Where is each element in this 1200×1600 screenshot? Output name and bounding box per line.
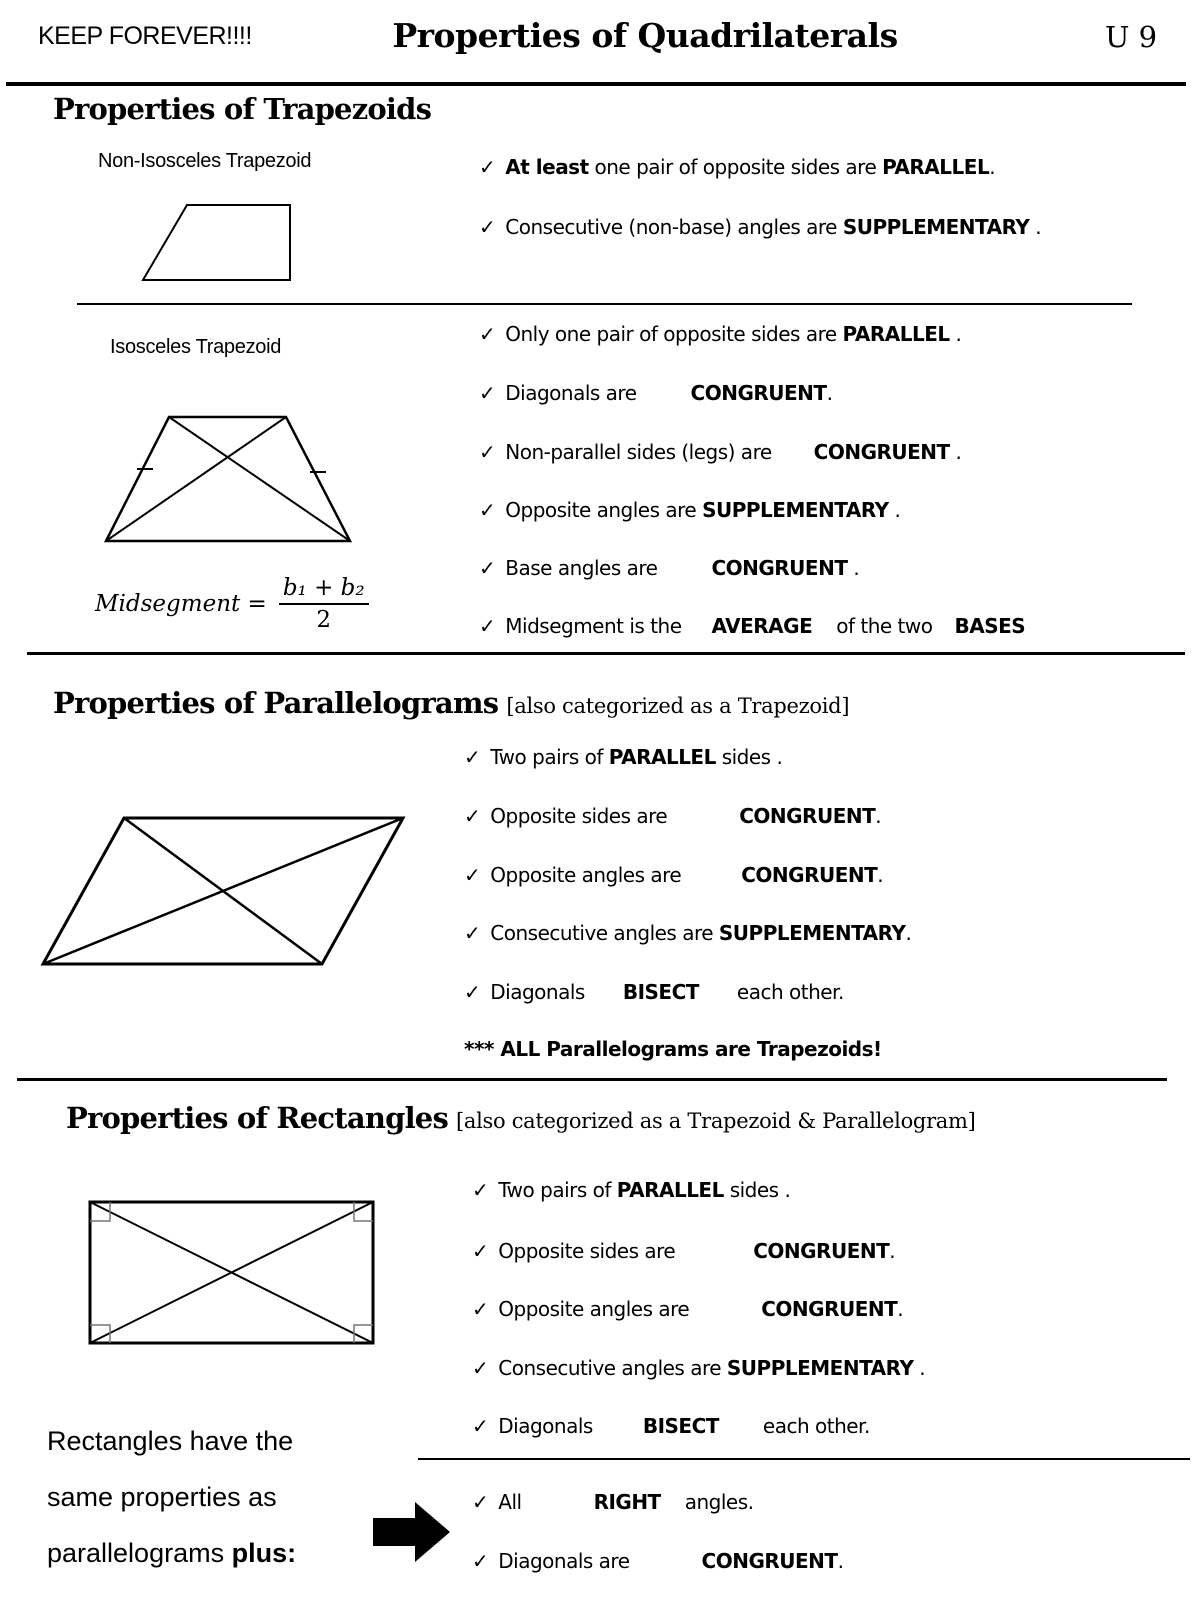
parallelogram-note: *** ALL Parallelograms are Trapezoids!: [464, 1037, 882, 1061]
check-icon: ✓: [472, 1549, 489, 1573]
check-icon: ✓: [464, 863, 481, 887]
isosceles-item-1: ✓ Only one pair of opposite sides are PARALLEL .: [479, 322, 962, 346]
isosceles-item-2: ✓ Diagonals are CONGRUENT.: [479, 381, 833, 405]
check-icon: ✓: [472, 1356, 489, 1380]
check-icon: ✓: [472, 1490, 489, 1514]
isosceles-item-6: ✓ Midsegment is the AVERAGE of the two BASES: [479, 614, 1026, 638]
parallelogram-item-4: ✓ Consecutive angles are SUPPLEMENTARY.: [464, 921, 912, 945]
rectangle-item-4: ✓ Consecutive angles are SUPPLEMENTARY .: [472, 1356, 926, 1380]
check-icon: ✓: [464, 745, 481, 769]
non-isosceles-item-2: ✓ Consecutive (non-base) angles are SUPPLEMENTARY .: [479, 215, 1042, 239]
check-icon: ✓: [479, 155, 496, 179]
check-icon: ✓: [479, 440, 496, 464]
section-title-parallelograms: Properties of Parallelograms [also categorized as a Trapezoid]: [53, 686, 850, 720]
check-icon: ✓: [479, 556, 496, 580]
check-icon: ✓: [479, 498, 496, 522]
rectangle-extra-item-1: ✓ All RIGHT angles.: [472, 1490, 754, 1514]
check-icon: ✓: [464, 804, 481, 828]
rectangle-item-1: ✓ Two pairs of PARALLEL sides .: [472, 1178, 791, 1202]
header-note: KEEP FOREVER!!!!: [38, 22, 252, 50]
non-isosceles-item-1: ✓ At least one pair of opposite sides are PARALLEL.: [479, 155, 996, 179]
parallelogram-item-1: ✓ Two pairs of PARALLEL sides .: [464, 745, 783, 769]
check-icon: ✓: [479, 215, 496, 239]
check-icon: ✓: [472, 1297, 489, 1321]
rectangles-subtitle: [also categorized as a Trapezoid & Parallelogram]: [456, 1109, 976, 1133]
isosceles-item-3: ✓ Non-parallel sides (legs) are CONGRUENT .: [479, 440, 962, 464]
unit-label: U 9: [1105, 20, 1158, 54]
check-icon: ✓: [472, 1414, 489, 1438]
isosceles-caption: Isosceles Trapezoid: [110, 336, 282, 358]
midsegment-formula: Midsegment = $\frac{\text{b₁ + b₂}}{2}$: [95, 575, 369, 633]
check-icon: ✓: [472, 1239, 489, 1263]
rectangle-extra-item-2: ✓ Diagonals are CONGRUENT.: [472, 1549, 844, 1573]
non-isosceles-caption: Non-Isosceles Trapezoid: [98, 150, 312, 172]
rectangle-item-2: ✓ Opposite sides are CONGRUENT.: [472, 1239, 896, 1263]
rectangle-item-5: ✓ Diagonals BISECT each other.: [472, 1414, 870, 1438]
parallelogram-item-2: ✓ Opposite sides are CONGRUENT.: [464, 804, 882, 828]
check-icon: ✓: [479, 322, 496, 346]
page-title: Properties of Quadrilaterals: [392, 16, 898, 55]
parallelograms-subtitle: [also categorized as a Trapezoid]: [506, 694, 850, 718]
check-icon: ✓: [464, 921, 481, 945]
check-icon: ✓: [472, 1178, 489, 1202]
isosceles-item-4: ✓ Opposite angles are SUPPLEMENTARY .: [479, 498, 901, 522]
parallelogram-item-3: ✓ Opposite angles are CONGRUENT.: [464, 863, 884, 887]
check-icon: ✓: [479, 381, 496, 405]
rectangle-item-3: ✓ Opposite angles are CONGRUENT.: [472, 1297, 904, 1321]
section-title-trapezoids: Properties of Trapezoids: [53, 92, 432, 126]
rectangle-note: Rectangles have the same properties as parallelograms plus:: [47, 1426, 297, 1568]
parallelogram-item-5: ✓ Diagonals BISECT each other.: [464, 980, 844, 1004]
check-icon: ✓: [464, 980, 481, 1004]
isosceles-item-5: ✓ Base angles are CONGRUENT .: [479, 556, 860, 580]
check-icon: ✓: [479, 614, 496, 638]
section-title-rectangles: Properties of Rectangles [also categorized as a Trapezoid & Parallelogram]: [66, 1101, 976, 1135]
